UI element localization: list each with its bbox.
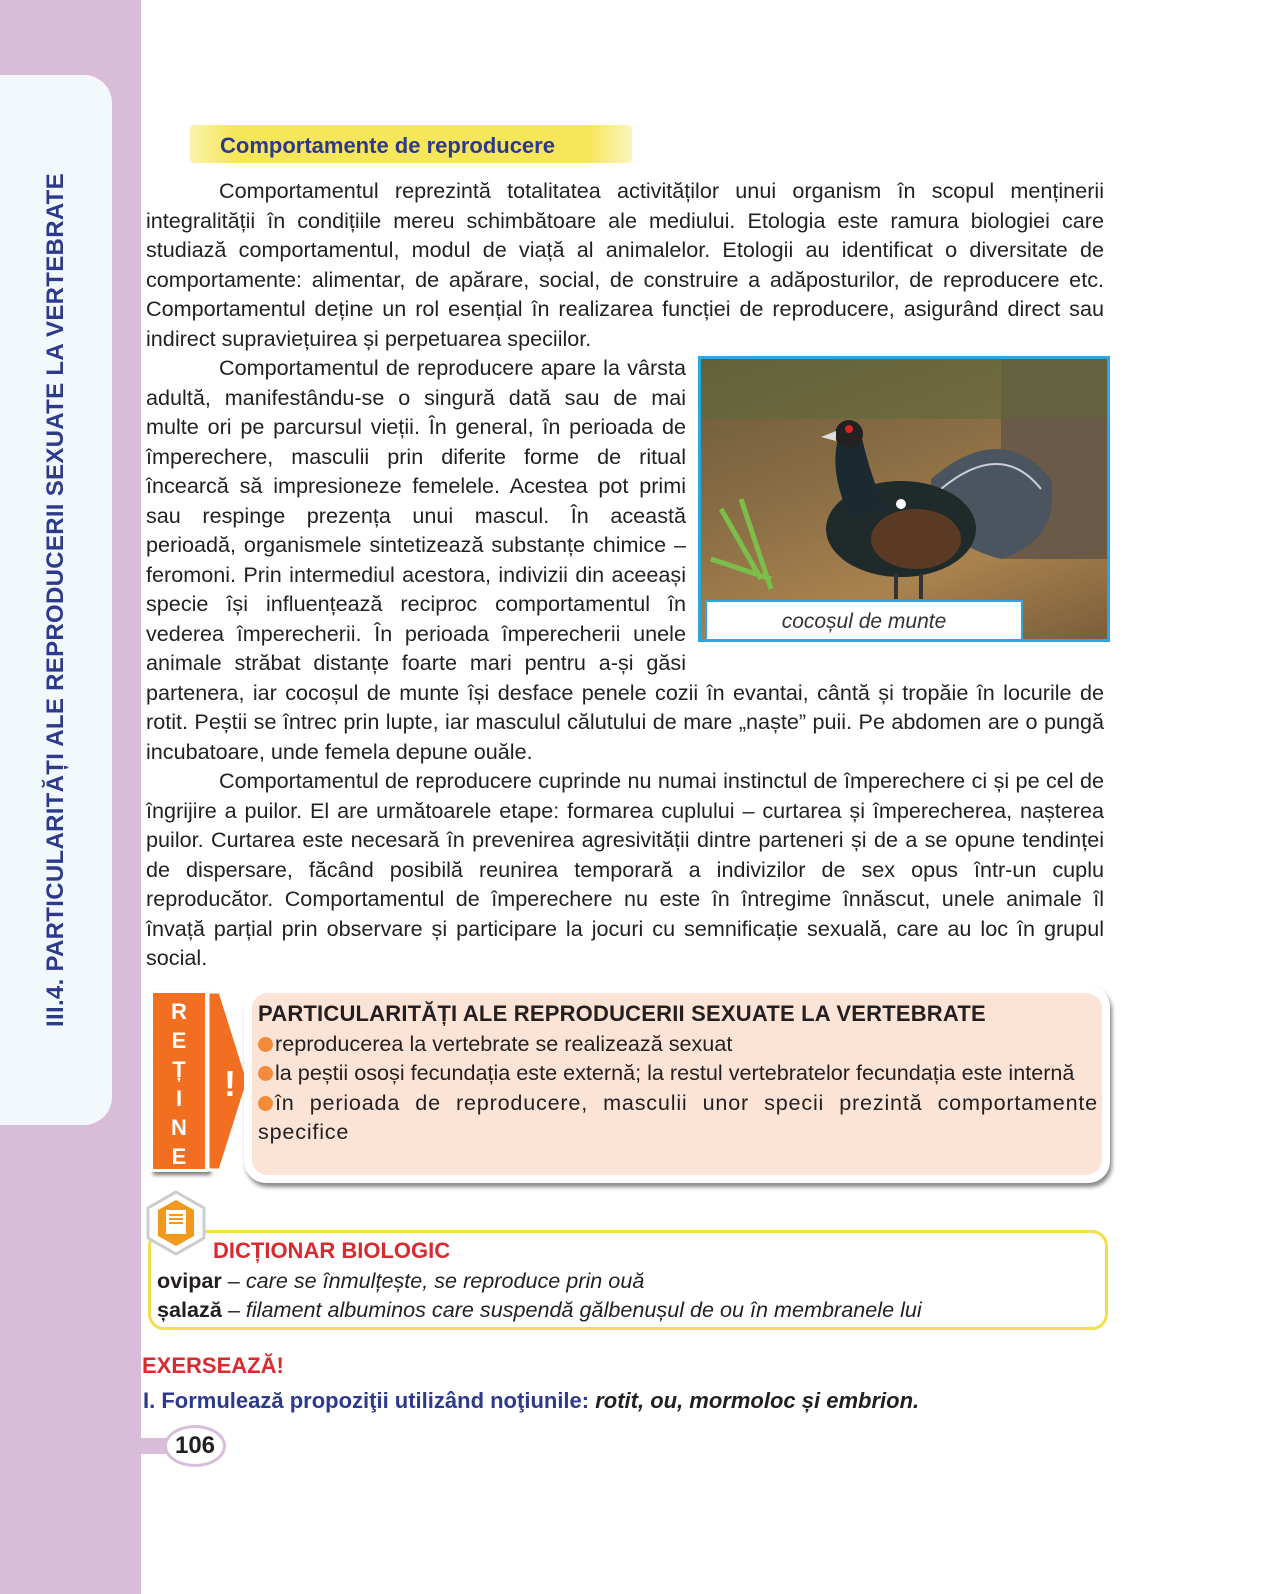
- exercise-question: I. Formulează propoziţii utilizând noţiunile: rotit, ou, mormoloc și embrion.: [143, 1388, 920, 1413]
- smiley-bullet-icon: [258, 1096, 273, 1111]
- retine-item: la peștii osoși fecundația este externă; la restul vertebratelor fecundația este internă: [258, 1058, 1098, 1088]
- dictionary-entry: ovipar – care se înmulțește, se reproduce prin ouă: [157, 1267, 645, 1293]
- figure-caption: cocoșul de munte: [705, 600, 1023, 642]
- section-title: Comportamente de reproducere: [220, 133, 555, 158]
- dictionary-entry: șalază – filament albuminos care suspendă gălbenușul de ou în membranele lui: [157, 1297, 922, 1322]
- page-number: 106: [164, 1425, 226, 1467]
- retine-box: [244, 985, 1110, 1183]
- dictionary-title: DICȚIONAR BIOLOGIC: [213, 1238, 451, 1263]
- retine-letter: E: [171, 1028, 187, 1053]
- smiley-bullet-icon: [258, 1066, 273, 1081]
- retine-letter: Ț: [172, 1057, 186, 1082]
- retine-letter: I: [175, 1086, 183, 1111]
- retine-letter: R: [171, 999, 187, 1024]
- book-icon: [146, 1190, 206, 1256]
- capercaillie-photo: [698, 356, 1110, 642]
- chapter-title: III.4. PARTICULARITĂȚI ALE REPRODUCERII SEXUATE LA VERTEBRATE: [42, 173, 69, 1027]
- dictionary-box: [148, 1230, 1108, 1330]
- paragraph: Comportamentul reprezintă totalitatea activităților unui organism în scopul menținerii integralității în condițiile mereu schimbătoare ale mediului. Etologia este ramura biologiei care studiază comportamentul, modul de viață al animalelor. Etologii au identificat o diversitate de comportamente: alimentar, de apărare, social, de construire a adăposturilor, de reproducere etc. Comportamentul deține un rol esențial în realizarea funcției de reproducere, asigurând direct sau indirect supraviețuirea și perpetuarea speciilor.: [146, 178, 1104, 351]
- retine-letter: N: [171, 1115, 187, 1140]
- retine-item: reproducerea la vertebrate se realizează sexuat: [258, 1029, 1098, 1059]
- retine-title: PARTICULARITĂȚI ALE REPRODUCERII SEXUATE LA VERTEBRATE: [258, 1001, 986, 1026]
- retine-letter: E: [171, 1144, 187, 1169]
- smiley-bullet-icon: [258, 1037, 273, 1052]
- body-text: [146, 176, 1104, 973]
- retine-item: în perioada de reproducere, masculii unor specii prezintă comportamente specifice: [258, 1089, 1098, 1144]
- retine-label: [150, 990, 208, 1172]
- paragraph: Comportamentul de reproducere apare la vârsta adultă, manifestându-se o singură dată sau de mai multe ori pe parcursul vieții. În general, în perioada de împerechere, masculii prin diferite forme de ritual încearcă să impresioneze femelele. Acestea pot primi sau respinge prezența unui mascul. În această perioadă, organismele sintetizează substanțe chimice – feromoni. Prin intermediul acestora, indivizii din aceeași specie își influențează reciproc comportamentul în vederea împerecherii. În perioada împerecherii unele animale străbat distanțe foarte mari pentru a-și găsi partenera, iar cocoșul de munte își desface penele cozii în evantai, cântă și tropăie în locurile de rotit. Peștii se întrec prin lupte, iar masculul călutului de mare „naște” puii. Pe abdomen are o pungă incubatoare, unde femela depune ouăle.: [146, 355, 1104, 764]
- exclamation-mark: !: [224, 1063, 236, 1104]
- section-heading: [190, 125, 632, 163]
- exercise-heading: EXERSEAZĂ!: [142, 1353, 284, 1378]
- paragraph: Comportamentul de reproducere cuprinde nu numai instinctul de împerechere ci și pe cel de îngrijire a puilor. El are următoarele etape: formarea cuplului – curtarea și împerecherea, nașterea puilor. Curtarea este necesară în prevenirea agresivității dintre parteneri și de a se opune tendinței de dispersare, făcând posibilă reunirea temporară a indivizilor de sex opus într-un cuplu reproducător. Comportamentul de împerechere nu este în întregime înnăscut, unele animale îl învață parțial prin observare și participare la jocuri cu semnificație sexuală, care au loc în grupul social.: [146, 768, 1104, 970]
